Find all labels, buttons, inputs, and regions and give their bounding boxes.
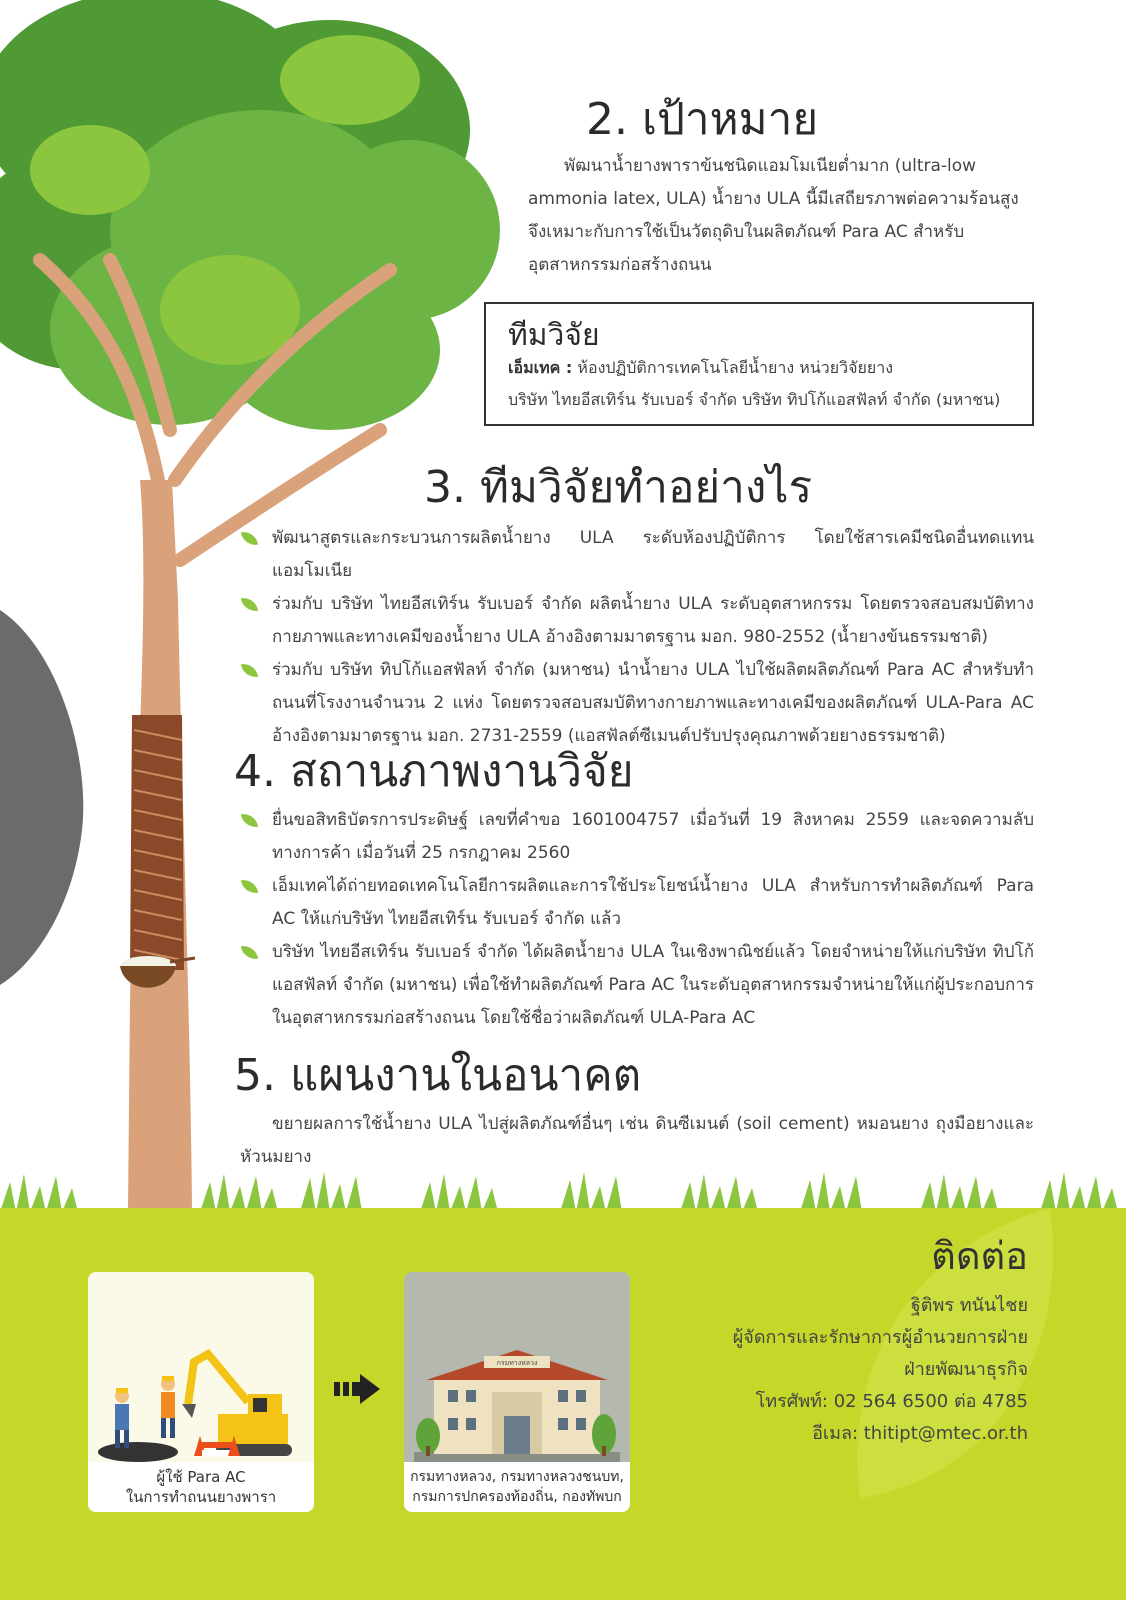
- section-2-line: อุตสาหกรรมก่อสร้างถนน: [528, 255, 712, 275]
- list-item: [240, 870, 1034, 936]
- section-3-title: 3. ทีมวิจัยทำอย่างไร: [424, 462, 813, 513]
- research-team-partners: บริษัท ไทยอีสเทิร์น รับเบอร์ จำกัด บริษัท ทิปโก้แอสฟัลท์ จำกัด (มหาชน): [508, 390, 1001, 409]
- research-team-box: [484, 302, 1034, 426]
- leaf-bullet-icon: [241, 812, 258, 829]
- contact-email[interactable]: อีเมล: thitipt@mtec.or.th: [812, 1423, 1028, 1444]
- users-caption-line: ในการทำถนนยางพารา: [125, 1488, 277, 1506]
- list-item: [240, 522, 1034, 588]
- list-item-text: บริษัท ไทยอีสเทิร์น รับเบอร์ จำกัด ได้ผลิตน้ำยาง ULA ในเชิงพาณิชย์แล้ว โดยจำหน่ายให้แก่บริษัท ทิปโก้แอสฟัลท์ จำกัด (มหาชน) เพื่อใช้ทำผลิตภัณฑ์ Para AC ในระดับอุตสาหกรรมจำหน่ายให้แก่ผู้ประกอบการในอุตสาหกรรมก่อสร้างถนน โดยใช้ชื่อว่าผลิตภัณฑ์ ULA-Para AC: [272, 942, 1034, 1028]
- list-item-text: ร่วมกับ บริษัท ทิปโก้แอสฟัลท์ จำกัด (มหาชน) นำน้ำยาง ULA ไปใช้ผลิตผลิตภัณฑ์ Para AC สำหรับทำถนนที่โรงงานจำนวน 2 แห่ง โดยตรวจสอบสมบัติทางกายภาพและทางเคมีของผลิตภัณฑ์ ULA-Para AC อ้างอิงตามมาตรฐาน มอก. 2731-2559 (แอสฟัลต์ซีเมนต์ปรับปรุงคุณภาพด้วยยางธรรมชาติ): [272, 660, 1034, 746]
- building-sign: กรมทางหลวง: [496, 1359, 538, 1367]
- agencies-caption-line: กรมการปกครองท้องถิ่น, กองทัพบก: [412, 1489, 622, 1505]
- section-3-list: [240, 522, 1034, 753]
- list-item-text: เอ็มเทคได้ถ่ายทอดเทคโนโลยีการผลิตและการใช้ประโยชน์น้ำยาง ULA สำหรับการทำผลิตภัณฑ์ Para AC ให้แก่บริษัท ไทยอีสเทิร์น รับเบอร์ จำกัด แล้ว: [272, 876, 1034, 929]
- mtec-label: เอ็มเทค :: [508, 358, 573, 377]
- government-building-illustration: [414, 1342, 620, 1466]
- contact-heading: ติดต่อ: [931, 1234, 1028, 1278]
- leaf-bullet-icon: [241, 662, 258, 679]
- section-4-title: 4. สถานภาพงานวิจัย: [234, 746, 634, 797]
- contact-phone: โทรศัพท์: 02 564 6500 ต่อ 4785: [755, 1391, 1028, 1412]
- section-2-line: พัฒนาน้ำยางพาราข้นชนิดแอมโมเนียต่ำมาก (ultra-low: [564, 156, 977, 176]
- section-2-title: 2. เป้าหมาย: [586, 94, 819, 145]
- contact-block: [733, 1228, 1028, 1450]
- section-2-line: จึงเหมาะกับการใช้เป็นวัตถุดิบในผลิตภัณฑ์ Para AC สำหรับ: [528, 222, 965, 242]
- mtec-lab: ห้องปฏิบัติการเทคโนโลยีน้ำยาง หน่วยวิจัยยาง: [577, 358, 894, 377]
- agencies-caption: [404, 1462, 630, 1512]
- research-team-title: ทีมวิจัย: [508, 318, 600, 353]
- section-2-line: ammonia latex, ULA) น้ำยาง ULA นี้มีเสถียรภาพต่อความร้อนสูง: [528, 189, 1019, 209]
- list-item: [240, 936, 1034, 1035]
- leaf-bullet-icon: [241, 596, 258, 613]
- agencies-caption-line: กรมทางหลวง, กรมทางหลวงชนบท,: [410, 1469, 624, 1485]
- leaf-bullet-icon: [241, 944, 258, 961]
- list-item: [240, 654, 1034, 753]
- section-2-text: [528, 150, 1030, 282]
- users-caption: [88, 1462, 314, 1512]
- list-item: [240, 588, 1034, 654]
- list-item-text: พัฒนาสูตรและกระบวนการผลิตน้ำยาง ULA ระดับห้องปฏิบัติการ โดยใช้สารเคมีชนิดอื่นทดแทนแอมโมเนีย: [272, 528, 1034, 581]
- users-caption-line: ผู้ใช้ Para AC: [156, 1468, 246, 1486]
- arrow-right-icon: [334, 1374, 380, 1404]
- list-item: [240, 804, 1034, 870]
- contact-band: [0, 1208, 1126, 1600]
- research-team-org: [508, 356, 893, 381]
- contact-role: ผู้จัดการและรักษาการผู้อำนวยการฝ่าย: [732, 1327, 1028, 1348]
- section-5-text: ขยายผลการใช้น้ำยาง ULA ไปสู่ผลิตภัณฑ์อื่นๆ เช่น ดินซีเมนต์ (soil cement) หมอนยาง ถุงมือยางและหัวนมยาง: [240, 1114, 1034, 1167]
- users-card: [88, 1272, 314, 1512]
- list-item-text: ยื่นขอสิทธิบัตรการประดิษฐ์ เลขที่คำขอ 1601004757 เมื่อวันที่ 19 สิงหาคม 2559 และจดความลับทางการค้า เมื่อวันที่ 25 กรกฎาคม 2560: [272, 810, 1034, 863]
- agencies-card: [404, 1272, 630, 1512]
- contact-name: ฐิติพร ทนันไชย: [910, 1295, 1028, 1316]
- list-item-text: ร่วมกับ บริษัท ไทยอีสเทิร์น รับเบอร์ จำกัด ผลิตน้ำยาง ULA ระดับอุตสาหกรรม โดยตรวจสอบสมบัติทางกายภาพและทางเคมีของน้ำยาง ULA อ้างอิงตามมาตรฐาน มอก. 980-2552 (น้ำยางข้นธรรมชาติ): [272, 594, 1034, 647]
- leaf-bullet-icon: [241, 878, 258, 895]
- road-workers-illustration: [98, 1344, 304, 1464]
- section-4-list: [240, 804, 1034, 1035]
- section-5-title: 5. แผนงานในอนาคต: [234, 1050, 642, 1101]
- leaf-bullet-icon: [241, 530, 258, 547]
- contact-dept: ฝ่ายพัฒนาธุรกิจ: [904, 1359, 1028, 1380]
